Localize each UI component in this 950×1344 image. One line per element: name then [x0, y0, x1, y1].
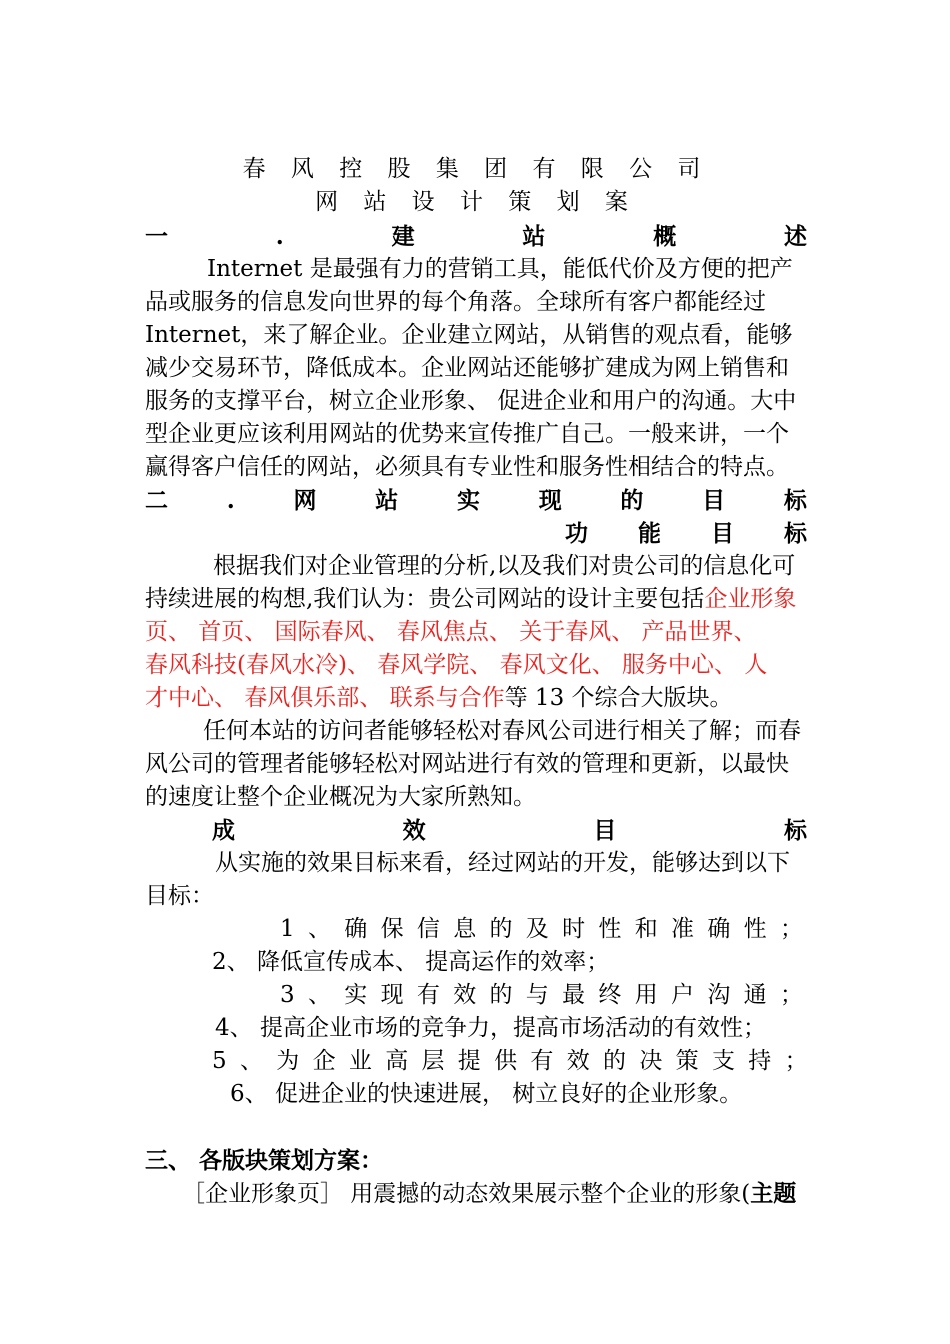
goal-item: 3 、 实 现 有 效 的 与 最 终 用 户 沟 通 ；: [280, 982, 806, 1008]
section1-line: 服务的支撑平台，树立企业形象、 促进企业和用户的沟通。大中: [145, 388, 797, 414]
module-list-line: 页、 首页、 国际春风、 春风焦点、 关于春风、 产品世界、: [145, 619, 757, 645]
document-title: 网 站 设 计 策 划 案: [315, 189, 637, 215]
subheading-function-goals: 功 能 目 标: [565, 520, 807, 547]
section2-p2-line: 的速度让整个企业概况为大家所熟知。: [145, 784, 536, 810]
section2-p1-line: 才中心、 春风俱乐部、 联系与合作等 13 个综合大版块。: [145, 685, 733, 711]
section2-p2-line: 任何本站的访问者能够轻松对春风公司进行相关了解；而春: [203, 718, 801, 744]
section2-p1-line: 根据我们对企业管理的分析,以及我们对贵公司的信息化可: [213, 553, 796, 579]
section1-line: Internet 是最强有力的营销工具，能低代价及方便的把产: [207, 256, 793, 282]
section2-p3-line: 目标：: [145, 883, 214, 909]
goal-item: 5 、 为 企 业 高 层 提 供 有 效 的 决 策 支 持 ；: [212, 1048, 811, 1074]
module-name-highlight: 才中心、 春风俱乐部、 联系与合作: [145, 685, 505, 711]
goal-item: 6、 促进企业的快速进展， 树立良好的企业形象。: [230, 1081, 743, 1107]
goal-item: 2、 降低宣传成本、 提高运作的效率；: [212, 949, 610, 975]
section2-p3-line: 从实施的效果目标来看，经过网站的开发，能够达到以下: [215, 850, 790, 876]
section3-heading: 三、 各版块策划方案：: [145, 1147, 384, 1174]
section2-p2-line: 风公司的管理者能够轻松对网站进行有效的管理和更新，以最快: [145, 751, 789, 777]
section1-heading: 一 . 建 站 概 述: [145, 223, 807, 250]
section1-line: 减少交易环节，降低成本。企业网站还能够扩建成为网上销售和: [145, 355, 789, 381]
company-title: 春 风 控 股 集 团 有 限 公 司: [242, 156, 710, 182]
goal-item: 1 、 确 保 信 息 的 及 时 性 和 准 确 性 ；: [280, 916, 806, 942]
section1-line: 品或服务的信息发向世界的每个角落。全球所有客户都能经过: [145, 289, 766, 315]
subheading-result-goals: 成 效 目 标: [212, 817, 807, 844]
goal-item: 4、 提高企业市场的竞争力，提高市场活动的有效性；: [215, 1015, 766, 1041]
section1-line: 赢得客户信任的网站，必须具有专业性和服务性相结合的特点。: [145, 454, 789, 480]
module-list-line: 春风科技(春风水冷)、 春风学院、 春风文化、 服务中心、 人: [145, 652, 768, 678]
section1-line: Internet，来了解企业。企业建立网站，从销售的观点看，能够: [145, 322, 793, 348]
section1-line: 型企业更应该利用网站的优势来宣传推广自己。一般来讲，一个: [145, 421, 789, 447]
section3-line: ［企业形象页］ 用震撼的动态效果展示整个企业的形象(主题: [182, 1180, 797, 1207]
module-name-highlight: 企业形象: [704, 586, 797, 612]
section2-p1-line: 持续进展的构想,我们认为：贵公司网站的设计主要包括企业形象: [145, 586, 797, 612]
section2-heading: 二 . 网 站 实 现 的 目 标: [145, 487, 807, 514]
